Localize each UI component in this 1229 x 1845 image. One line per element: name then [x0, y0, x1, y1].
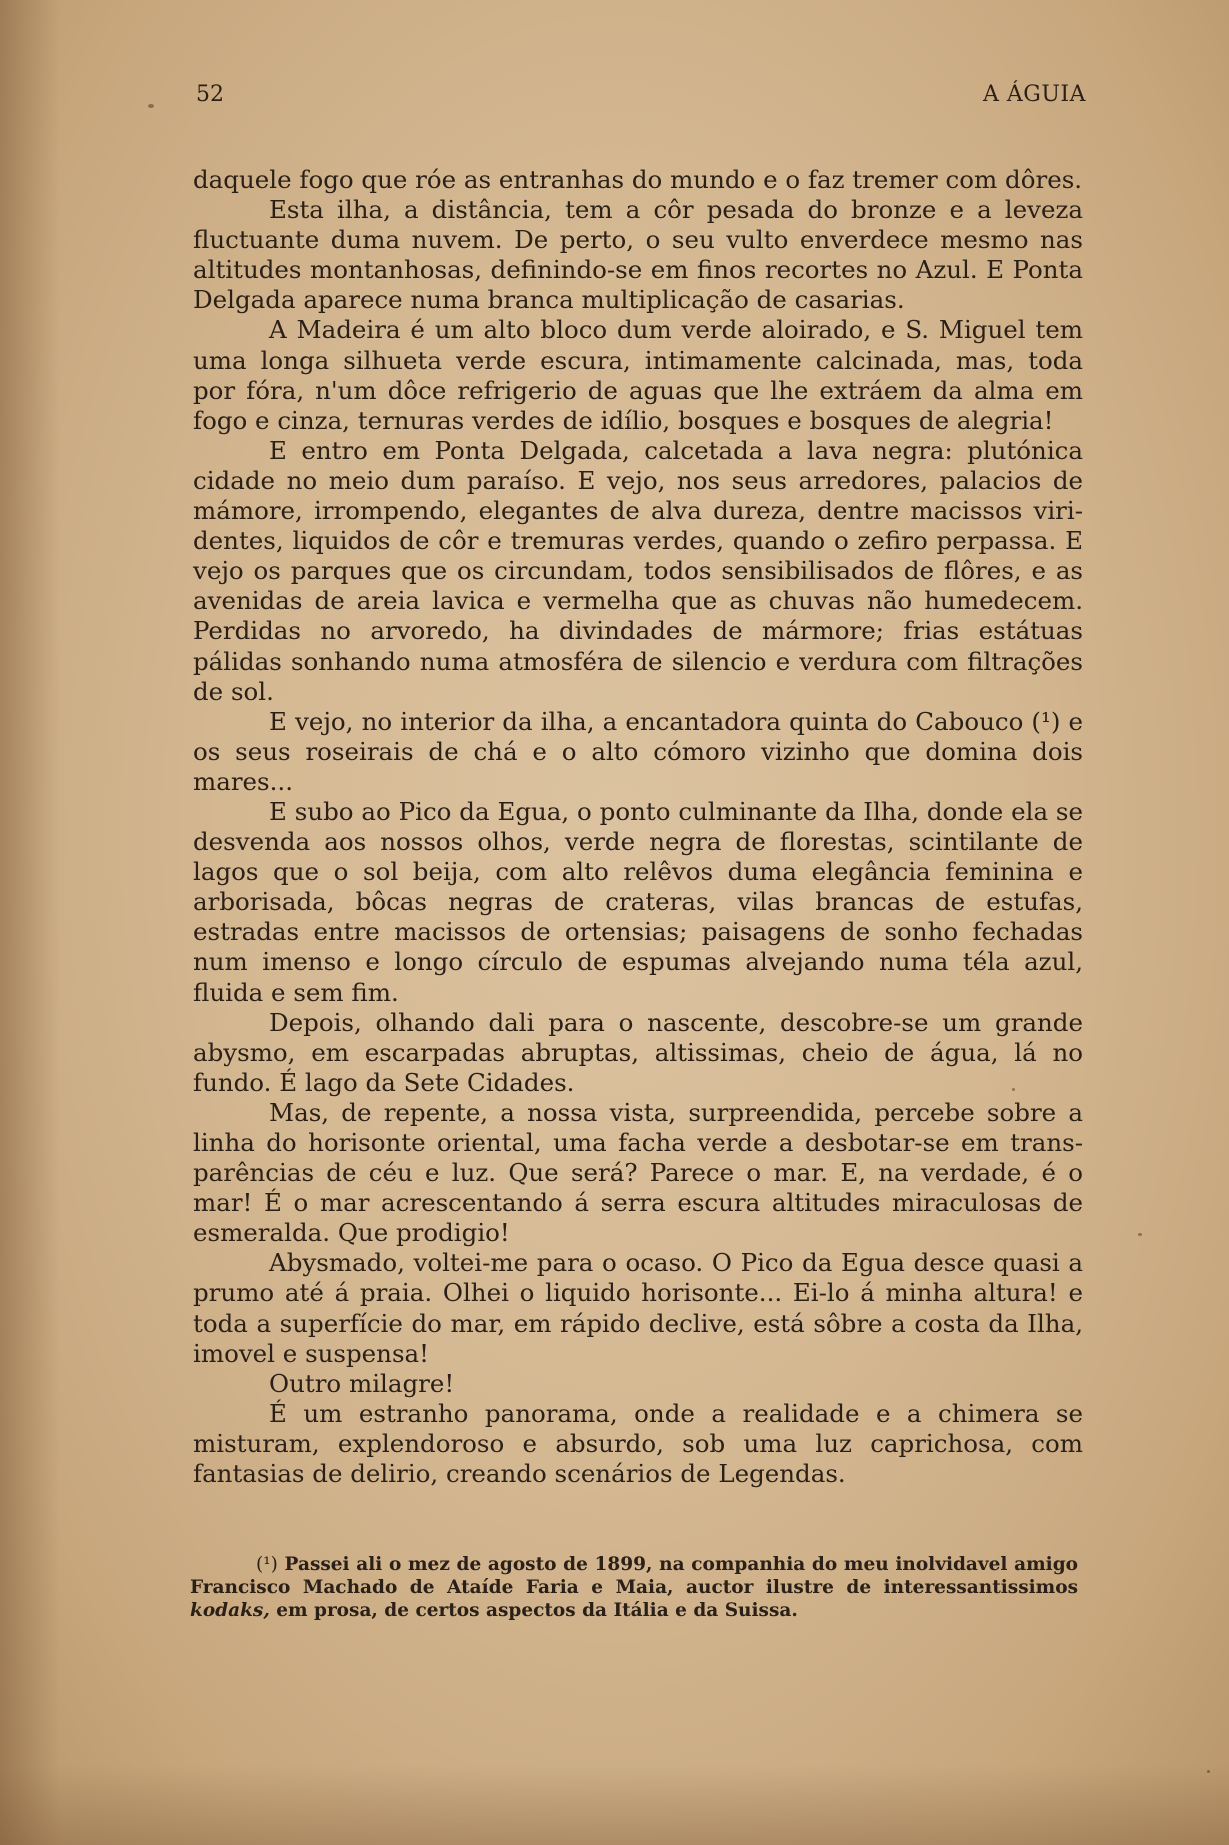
paragraph: Esta ilha, a distância, tem a côr pesada do bronze e a leveza fluctuante duma nuvem. De perto, o seu vulto enverdece mesmo nas altitudes montanhosas, definindo-se em finos recortes no Azul. E Ponta Delgada aparece numa branca multiplicação de casarias.: [193, 195, 1083, 315]
page-number: 52: [196, 82, 224, 107]
page-bottom-shading: [0, 1765, 1229, 1845]
body-text: [193, 165, 1083, 1489]
paragraph: daquele fogo que róe as entranhas do mundo e o faz tremer com dôres.: [193, 165, 1083, 194]
ink-speck: [148, 104, 154, 108]
page-header: [196, 80, 1086, 110]
footnote: [190, 1553, 1078, 1622]
paragraph: E entro em Ponta Delgada, calcetada a lava negra: plutónica cidade no meio dum paraíso. E vejo, nos seus arredores, palacios de mámore, irrompendo, elegantes de alva dureza, dentre macissos viridentes, liquidos de côr e tremuras verdes, quando o zefiro perpassa. E vejo os parques que os circundam, todos sensibilisados de flôres, e as avenidas de areia lavica e vermelha que as chuvas não humedecem. Perdidas no arvoredo, ha divindades de mármore; frias estátuas pálidas sonhando numa atmosféra de silencio e verdura com filtrações de sol.: [193, 435, 1083, 706]
footnote-text: Passei ali o mez de agosto de 1899, na companhia do meu inolvidavel amigo Francisco Machado de Ataíde Faria e Maia, auctor ilustre de interessantissimos: [190, 1554, 1078, 1598]
ink-speck: [1138, 1233, 1142, 1236]
paragraph: Depois, olhando dali para o nascente, descobre-se um grande abysmo, em escarpadas abruptas, altissimas, cheio de água, lá no fundo. É lago da Sete Cidades.: [193, 1007, 1083, 1097]
ink-speck: [1207, 1770, 1210, 1773]
running-title: A ÁGUIA: [983, 82, 1086, 107]
footnote-marker: (¹): [256, 1554, 278, 1575]
footnote-text-end: em prosa, de certos aspectos da Itália e da Suissa.: [276, 1600, 798, 1621]
paragraph: Outro milagre!: [269, 1368, 455, 1398]
paragraph: Mas, de repente, a nossa vista, surpreendida, percebe sobre a linha do horisonte oriental, uma facha verde a desbotar-se em transparências de céu e luz. Que será? Parece o mar. E, na verdade, é o mar! É o mar acrescentando á serra escura altitudes miraculosas de esmeralda. Que prodigio!: [193, 1097, 1083, 1248]
paragraph: A Madeira é um alto bloco dum verde aloirado, e S. Miguel tem uma longa silhueta verde escura, intimamente calcinada, mas, toda por fóra, n'um dôce refrigerio de aguas que lhe extráem da alma em fogo e cinza, ternuras verdes de idílio, bosques e bosques de alegria!: [193, 315, 1083, 435]
paragraph: Abysmado, voltei-me para o ocaso. O Pico da Egua desce quasi a prumo até á praia. Olhei o liquido horisonte... Ei-lo á minha altura! e toda a superfície do mar, em rápido declive, está sôbre a costa da Ilha, imovel e suspensa!: [193, 1248, 1083, 1368]
page-edge-shading: [0, 0, 60, 1845]
paragraph: E subo ao Pico da Egua, o ponto culminante da Ilha, donde ela se desvenda aos nossos olhos, verde negra de florestas, scintilante de lagos que o sol beija, com alto relêvos duma elegância feminina e arborisada, bôcas negras de crateras, vilas brancas de estufas, estradas entre macissos de ortensias; paisagens de sonho fechadas num imenso e longo círculo de espumas alvejando numa téla azul, fluida e sem fim.: [193, 796, 1083, 1007]
paragraph: É um estranho panorama, onde a realidade e a chimera se misturam, explendoroso e absurdo, sob uma luz caprichosa, com fantasias de delirio, creando scenários de Legendas.: [193, 1398, 1083, 1489]
footnote-italic-word: kodaks,: [190, 1600, 270, 1621]
paragraph: E vejo, no interior da ilha, a encantadora quinta do Cabouco (¹) e os seus roseirais de chá e o alto cómoro vizinho que domina dois mares...: [193, 706, 1083, 796]
